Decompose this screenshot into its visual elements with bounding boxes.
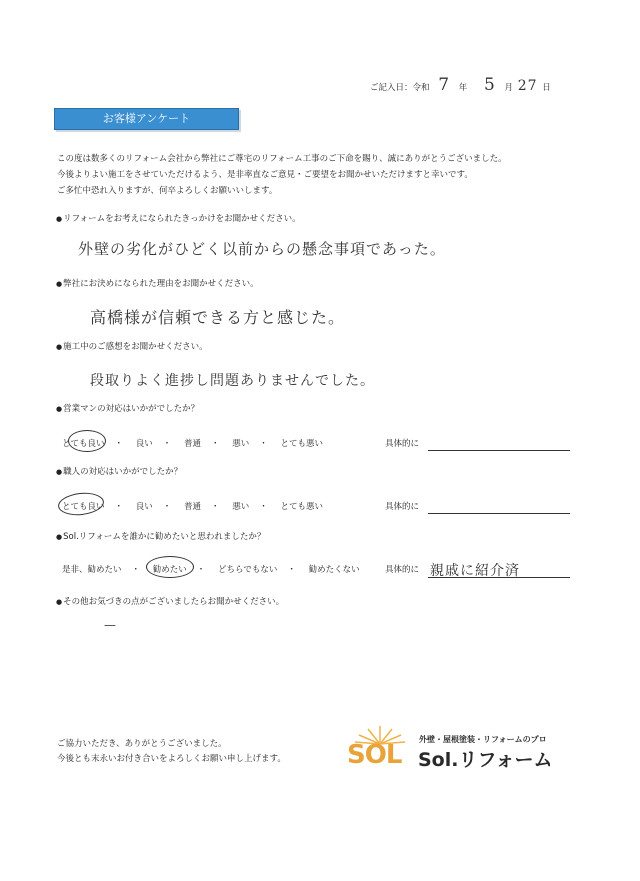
option[interactable]: 是非、勧めたい bbox=[62, 565, 122, 575]
intro-line-2: 今後よりよい施工をさせていただけるよう、是非率直なご意見・ご要望をお聞かせいただけますと幸いです。 bbox=[57, 170, 473, 180]
answer-text: — bbox=[104, 618, 117, 632]
intro-line-3: ご多忙中恐れ入りますが、何卒よろしくお願いいします。 bbox=[57, 186, 278, 196]
date-month-unit: 月 bbox=[504, 83, 514, 93]
option[interactable]: 悪い bbox=[232, 502, 250, 512]
detail-line bbox=[428, 450, 570, 451]
question-label: ● リフォームをお考えになられたきっかけをお聞かせください。 bbox=[56, 212, 301, 224]
rating-options: とても良い ・ 良い ・ 普通 ・ 悪い ・ とても悪い bbox=[62, 502, 323, 512]
option[interactable]: 悪い bbox=[232, 439, 250, 449]
option[interactable]: 勧めたい bbox=[152, 565, 187, 575]
option[interactable]: とても悪い bbox=[280, 439, 323, 449]
detail-label: 具体的に bbox=[385, 502, 420, 512]
option[interactable]: とても悪い bbox=[280, 502, 323, 512]
option[interactable]: 良い bbox=[135, 439, 153, 449]
answer-text: 段取りよく進捗し問題ありませんでした。 bbox=[90, 373, 375, 389]
selected-circle bbox=[68, 430, 106, 452]
footer-line-2: 今後とも末永いお付き合いをよろしくお願い申し上げます。 bbox=[57, 754, 286, 764]
option[interactable]: どちらでもない bbox=[217, 565, 278, 575]
option[interactable]: とても良い bbox=[62, 502, 105, 512]
intro-line-1: この度は数多くのリフォーム会社から弊社にご尊宅のリフォーム工事のご下命を賜り、誠にありがとうございました。 bbox=[57, 154, 507, 164]
date-label: ご記入日：令和 bbox=[370, 83, 430, 93]
detail-label: 具体的に bbox=[385, 439, 420, 449]
option[interactable]: 普通 bbox=[183, 502, 201, 512]
option[interactable]: 勧めたくない bbox=[308, 565, 360, 575]
date-day: 27 bbox=[517, 78, 538, 94]
date-day-unit: 日 bbox=[542, 83, 551, 93]
rating-options: 是非、勧めたい ・ 勧めたい ・ どちらでもない ・ 勧めたくない bbox=[62, 565, 360, 575]
detail-line bbox=[428, 513, 570, 514]
logo-name: Sol.リフォーム bbox=[418, 749, 553, 771]
rating-options: とても良い ・ 良い ・ 普通 ・ 悪い ・ とても悪い bbox=[62, 439, 323, 449]
question-label: ● Sol.リフォームを誰かに勧めたいと思われましたか？ bbox=[56, 530, 265, 542]
question-label: ● その他お気づきの点がございましたらお聞かせください。 bbox=[56, 595, 284, 607]
question-label: ● 営業マンの対応はいかがでしたか？ bbox=[56, 402, 199, 414]
date-month: 5 bbox=[483, 75, 496, 95]
logo-tagline: 外壁・屋根塗装・リフォームのプロ bbox=[419, 735, 547, 744]
logo-mark: SOL bbox=[347, 740, 402, 770]
option[interactable]: 普通 bbox=[183, 439, 201, 449]
detail-label: 具体的に bbox=[385, 565, 420, 575]
selected-circle bbox=[146, 556, 194, 578]
date-year-unit: 年 bbox=[458, 83, 468, 93]
detail-line bbox=[428, 577, 570, 578]
detail-answer: 親戚に紹介済 bbox=[430, 563, 520, 579]
option[interactable]: とても良い bbox=[62, 439, 105, 449]
answer-text: 外壁の劣化がひどく以前からの懸念事項であった。 bbox=[78, 240, 446, 258]
date-line bbox=[370, 75, 551, 95]
page-title: お客様アンケート bbox=[54, 108, 239, 130]
question-label: ● 弊社にお決めになられた理由をお聞かせください。 bbox=[56, 277, 259, 289]
footer-line-1: ご協力いただき、ありがとうございました。 bbox=[57, 739, 227, 749]
question-label: ● 職人の対応はいかがでしたか？ bbox=[56, 465, 182, 477]
option[interactable]: 良い bbox=[135, 502, 153, 512]
answer-text: 高橋様が信頼できる方と感じた。 bbox=[90, 308, 346, 327]
question-label: ● 施工中のご感想をお聞かせください。 bbox=[56, 340, 208, 352]
date-year: 7 bbox=[438, 75, 451, 95]
selected-circle bbox=[57, 491, 105, 518]
